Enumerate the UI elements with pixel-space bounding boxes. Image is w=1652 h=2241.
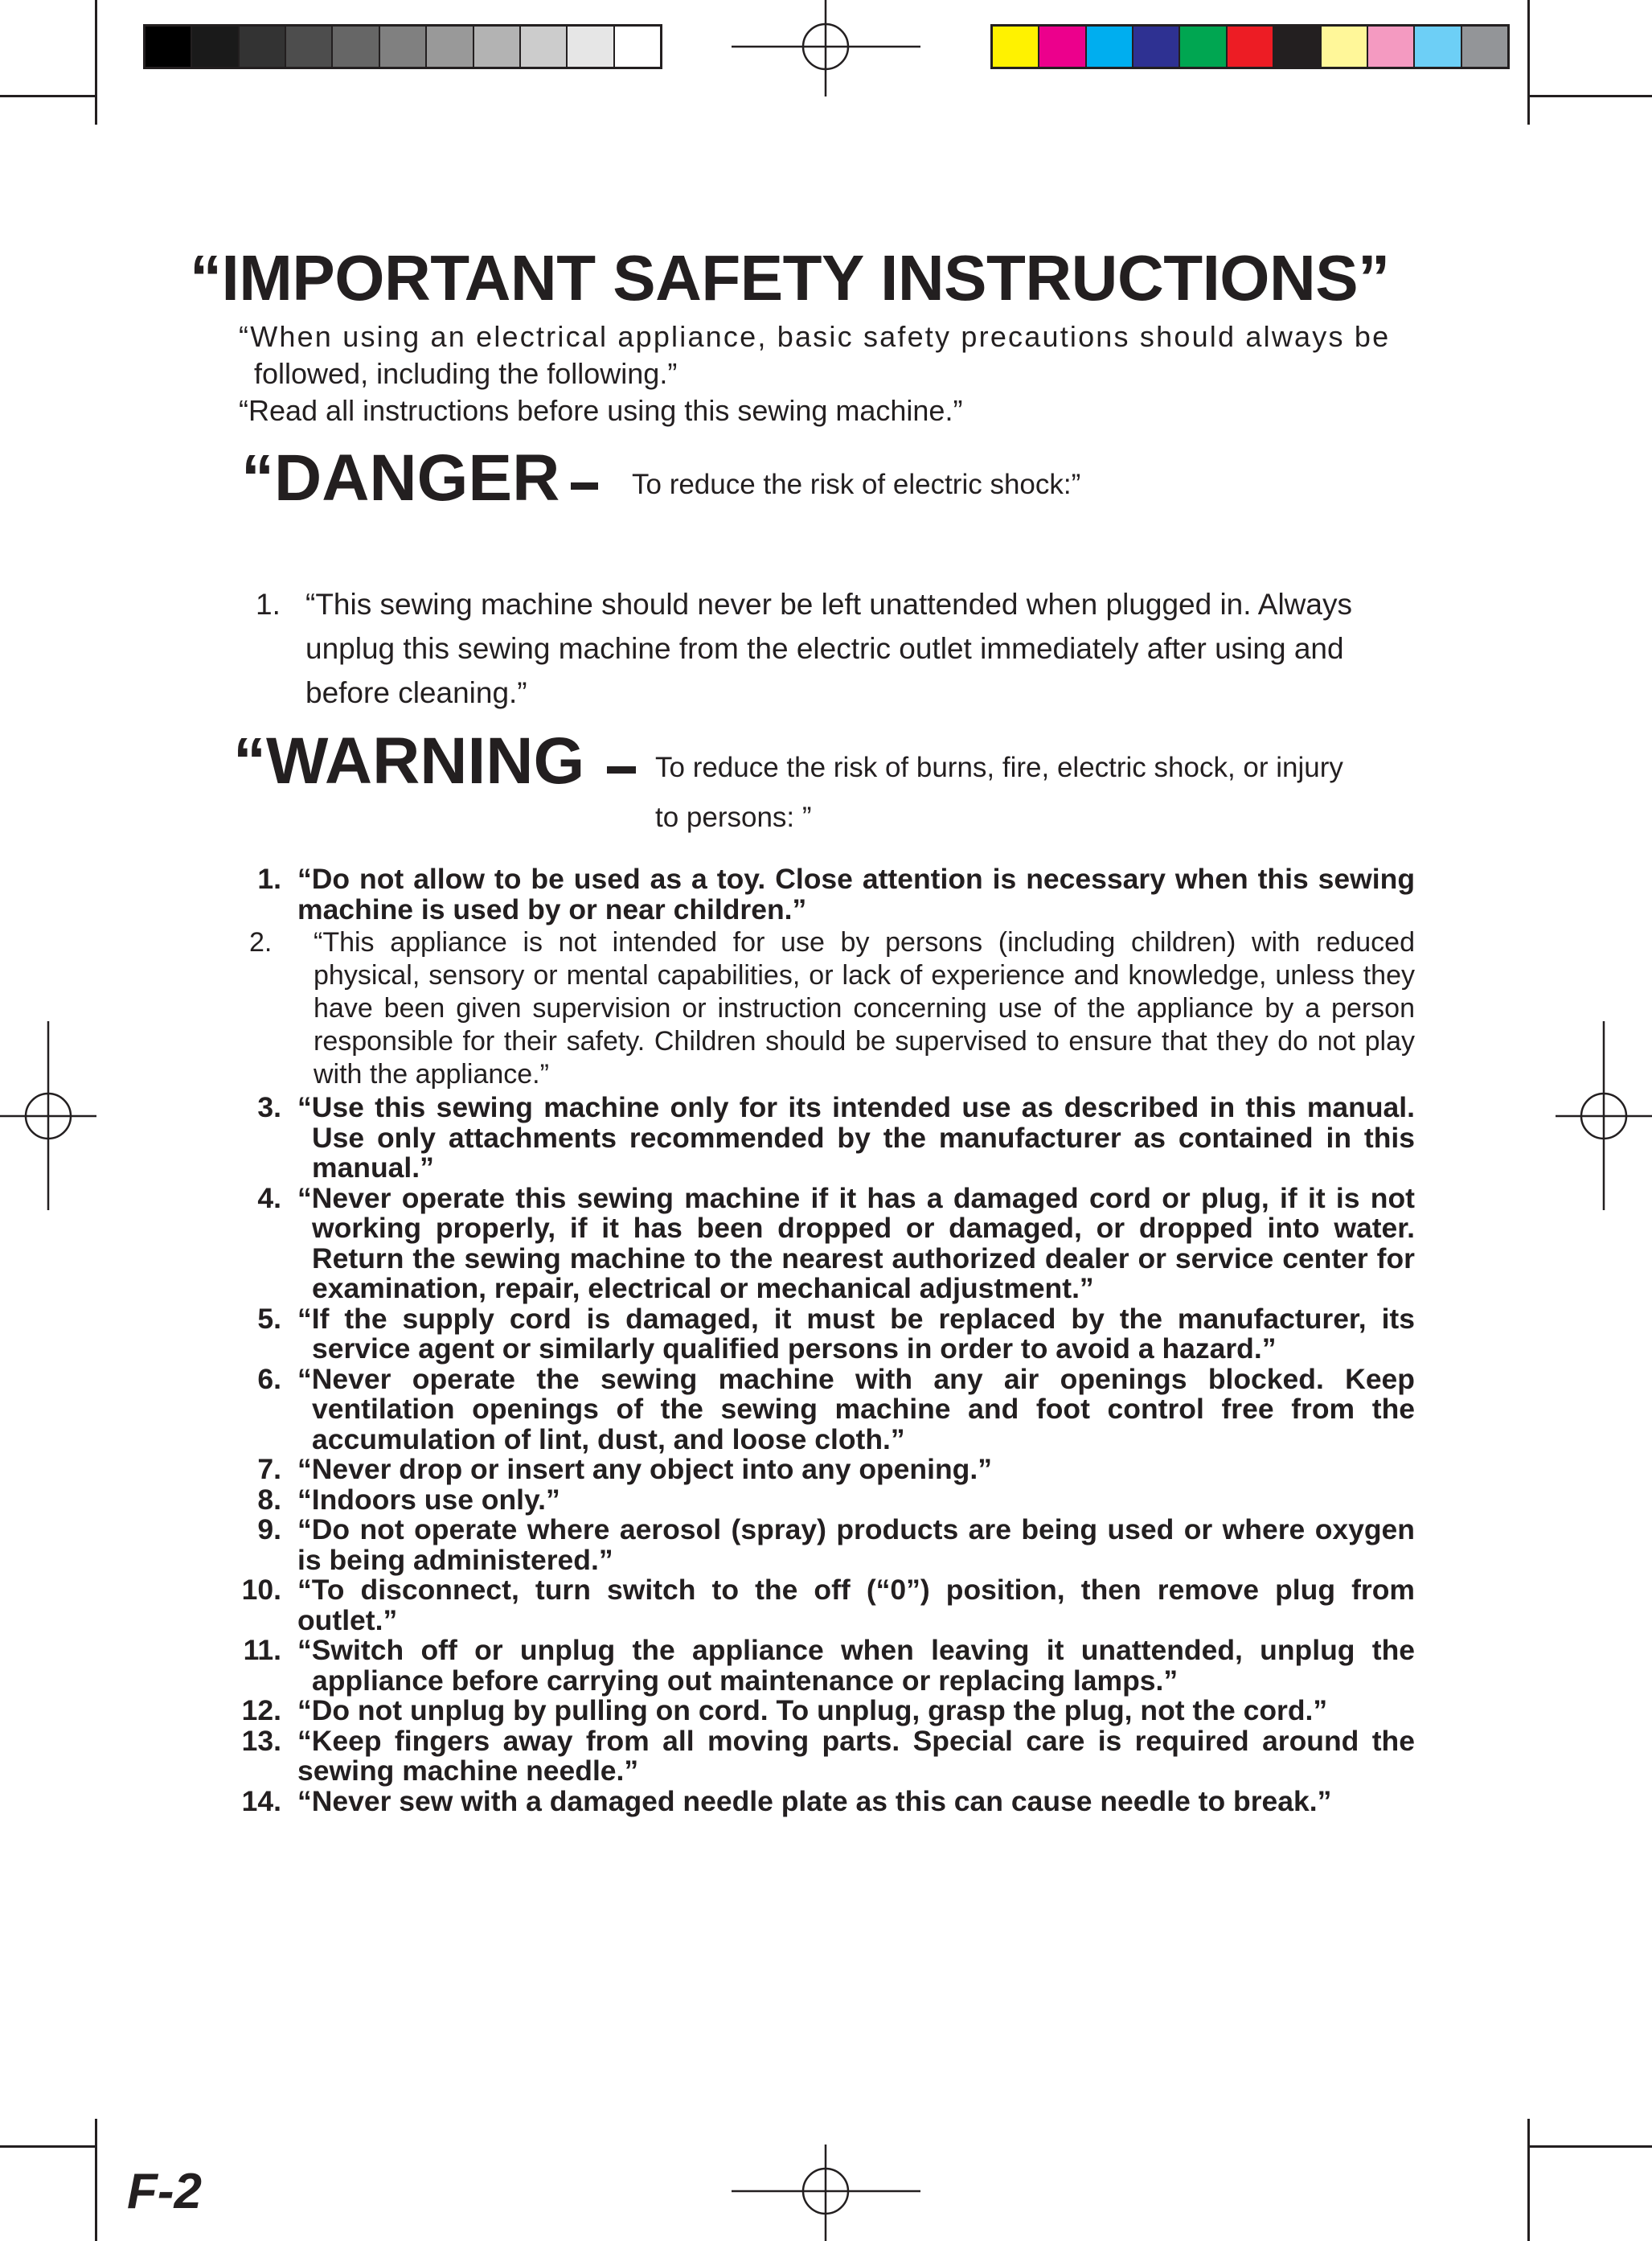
grayscale-swatch	[521, 27, 568, 67]
color-swatch	[1322, 27, 1368, 67]
warning-heading: “WARNING	[233, 724, 585, 798]
registration-mark-top	[732, 0, 920, 96]
grayscale-swatch	[192, 27, 239, 67]
color-swatch	[993, 27, 1039, 67]
grayscale-swatch	[146, 27, 192, 67]
grayscale-swatch	[240, 27, 286, 67]
crop-mark	[1530, 2145, 1652, 2148]
warning-item-text: “Indoors use only.”	[297, 1483, 560, 1516]
color-swatch	[1039, 27, 1086, 67]
warning-item-number: 2.	[249, 927, 273, 958]
color-swatch	[1087, 27, 1133, 67]
registration-mark-bottom	[732, 2145, 920, 2241]
page-number: F-2	[127, 2164, 202, 2219]
intro-line-3: “Read all instructions before using this sewing machine.”	[239, 394, 963, 427]
color-swatch	[1228, 27, 1274, 67]
color-calibration-bar	[990, 24, 1510, 69]
danger-item	[256, 582, 1397, 715]
warning-item-text: “Never operate the sewing machine with any air openings blocked. Keep ventilation openings of the sewing machine and foot control free from the accumulation of lint, dust, and loose cloth.”	[297, 1362, 1415, 1455]
crop-mark	[1527, 2119, 1530, 2241]
warning-list-item	[233, 1485, 1415, 1516]
warning-item-number: 7.	[257, 1453, 281, 1485]
crop-mark	[0, 2145, 95, 2148]
warning-item-text: “Do not operate where aerosol (spray) products are being used or where oxygen is being administered.”	[297, 1513, 1415, 1576]
crop-mark	[1530, 95, 1652, 97]
warning-item-text: “Do not allow to be used as a toy. Close attention is necessary when this sewing machine is used by or near children.”	[297, 863, 1415, 926]
grayscale-swatch	[568, 27, 614, 67]
warning-item-number: 9.	[257, 1513, 281, 1545]
warning-list-item	[233, 1636, 1415, 1696]
warning-list-item	[233, 1181, 1415, 1304]
warning-item-number: 6.	[257, 1362, 281, 1395]
registration-mark-right	[1556, 1021, 1652, 1210]
grayscale-calibration-bar	[143, 24, 662, 69]
warning-item-number: 12.	[241, 1694, 281, 1726]
warning-item-number: 4.	[257, 1181, 281, 1214]
warning-item-number: 5.	[257, 1302, 281, 1335]
warning-item-number: 1.	[257, 863, 281, 895]
warning-subtitle-line-2: to persons: ”	[655, 802, 812, 833]
warning-list-item	[233, 864, 1415, 925]
color-swatch	[1368, 27, 1415, 67]
color-swatch	[1274, 27, 1321, 67]
warning-item-text: “If the supply cord is damaged, it must be replaced by the manufacturer, its service agent or similarly qualified persons in order to avoid a hazard.”	[297, 1302, 1415, 1365]
warning-item-number: 13.	[241, 1724, 281, 1757]
intro-line-2: followed, including the following.”	[254, 357, 678, 390]
crop-mark	[95, 2119, 97, 2241]
color-swatch	[1415, 27, 1461, 67]
grayscale-swatch	[333, 27, 379, 67]
warning-item-number: 3.	[257, 1091, 281, 1123]
warning-item-text: “Never sew with a damaged needle plate as this can cause needle to break.”	[297, 1784, 1332, 1817]
warning-item-text: “This appliance is not intended for use by persons (including children) with reduced physical, sensory or mental capabilities, or lack of experience and knowledge, unless they have been given supervision or instruction concerning use of the appliance by a person responsible for their safety. Children should be supervised to ensure that they do not play with the appliance.”	[314, 927, 1415, 1090]
warning-list-item	[233, 926, 1415, 1091]
warning-item-text: “Use this sewing machine only for its intended use as described in this manual. Use only attachments recommended by the manufacturer as contained in this manual.”	[297, 1091, 1415, 1184]
grayscale-swatch	[474, 27, 521, 67]
warning-item-number: 10.	[241, 1574, 281, 1606]
danger-item-text: “This sewing machine should never be left unattended when plugged in. Always unplug this sewing machine from the electric outlet immediately after using and before cleaning.”	[305, 588, 1352, 709]
warning-item-text: “Never operate this sewing machine if it has a damaged cord or plug, if it is not working properly, if it has been dropped or damaged, or dropped into water. Return the sewing machine to the nearest authorized dealer or service center for examination, repair, electrical or mechanical adjustment.”	[297, 1181, 1415, 1304]
grayscale-swatch	[427, 27, 473, 67]
warning-list	[233, 864, 1415, 1816]
warning-list-item	[233, 1093, 1415, 1184]
danger-heading: “DANGER	[241, 441, 560, 515]
danger-dash	[571, 482, 598, 490]
crop-mark	[95, 0, 97, 125]
grayscale-swatch	[286, 27, 333, 67]
warning-item-number: 11.	[243, 1634, 281, 1666]
warning-list-item	[233, 1696, 1415, 1726]
warning-list-item	[233, 1515, 1415, 1575]
warning-item-text: “Never drop or insert any object into any opening.”	[297, 1453, 992, 1485]
warning-item-text: “To disconnect, turn switch to the off (“0”) position, then remove plug from outlet.”	[297, 1574, 1415, 1636]
warning-list-item	[233, 1726, 1415, 1787]
warning-dash	[607, 766, 636, 774]
warning-list-item	[233, 1304, 1415, 1365]
page-title: “IMPORTANT SAFETY INSTRUCTIONS”	[190, 242, 1390, 314]
warning-list-item	[233, 1784, 1415, 1817]
intro-paragraph	[239, 318, 1414, 429]
registration-mark-left	[0, 1021, 96, 1210]
crop-mark	[1527, 0, 1530, 125]
intro-line-1: “When using an electrical appliance, basic safety precautions should always be	[239, 320, 1391, 353]
warning-subtitle-line-1: To reduce the risk of burns, fire, electric shock, or injury	[655, 752, 1343, 783]
color-swatch	[1462, 27, 1507, 67]
danger-subtitle: To reduce the risk of electric shock:”	[632, 469, 1081, 500]
color-swatch	[1180, 27, 1227, 67]
warning-item-number: 8.	[257, 1483, 281, 1516]
warning-list-item	[233, 1455, 1415, 1485]
warning-list-item	[233, 1362, 1415, 1455]
grayscale-swatch	[615, 27, 660, 67]
warning-item-number: 14.	[241, 1784, 281, 1817]
crop-mark	[0, 95, 95, 97]
grayscale-swatch	[380, 27, 427, 67]
warning-item-text: “Switch off or unplug the appliance when leaving it unattended, unplug the appliance before carrying out maintenance or replacing lamps.”	[297, 1634, 1415, 1697]
warning-item-text: “Keep fingers away from all moving parts. Special care is required around the sewing machine needle.”	[297, 1724, 1415, 1787]
danger-item-number: 1.	[256, 588, 281, 621]
warning-item-text: “Do not unplug by pulling on cord. To unplug, grasp the plug, not the cord.”	[297, 1694, 1328, 1726]
warning-list-item	[233, 1575, 1415, 1636]
color-swatch	[1133, 27, 1180, 67]
